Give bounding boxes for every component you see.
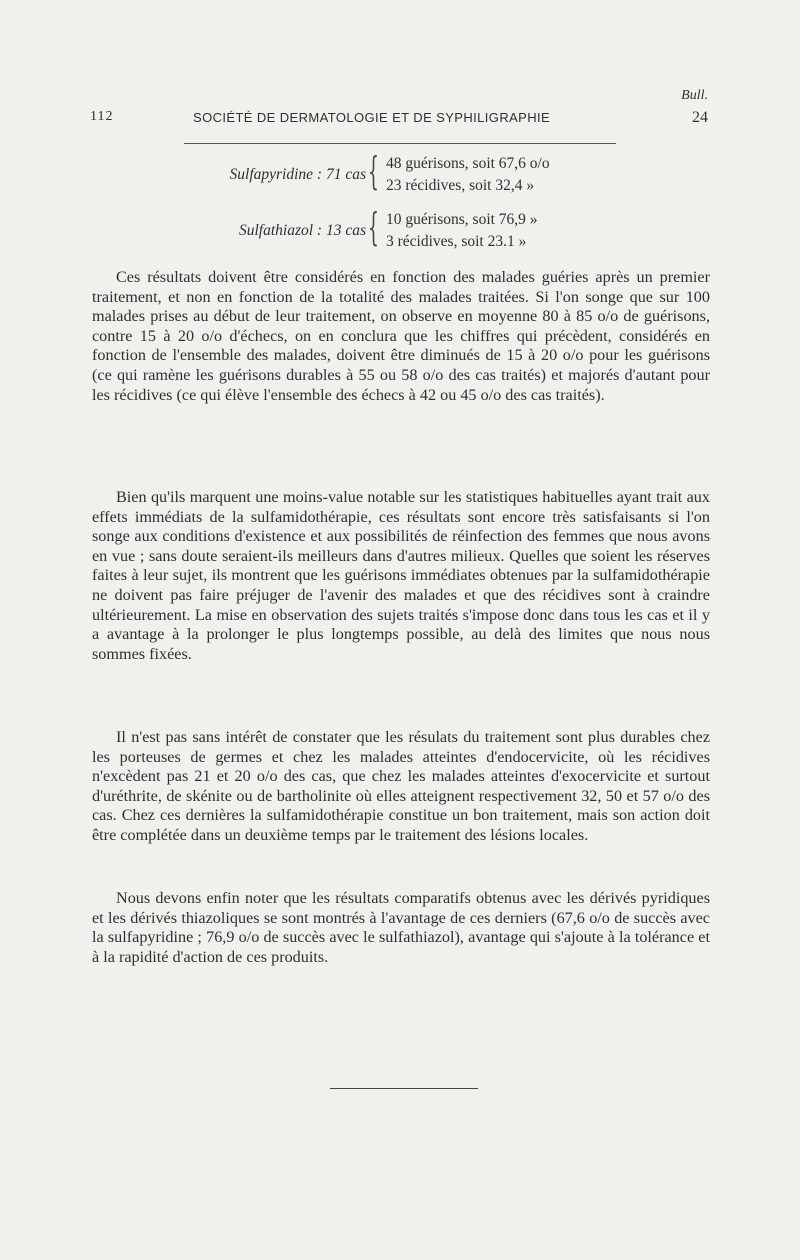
running-title: SOCIÉTÉ DE DERMATOLOGIE ET DE SYPHILIGRAPHIE [193,110,551,125]
brace-icon: { [368,149,379,193]
stat-line: 3 récidives, soit 23.1 » [386,233,527,250]
bull-marginal-note: Bull. [681,88,708,103]
drug-label: Sulfapyridine : 71 cas [229,166,366,183]
paragraph: Bien qu'ils marquent une moins-value notable sur les statistiques habituelles ayant trait aux effets immédiats de la sulfamidothérapie, ces résultats sont encore très satisfaisants si l'on songe aux conditions d'existence et aux possibilités de réinfection des femmes que nous avons en vue ; sans doute seraient-ils meilleurs dans d'autres milieux. Quelles que soient les réserves faites à leur sujet, ils montrent que les guérisons immédiates obtenues par la sulfamidothérapie ne doivent pas faire préjuger de l'avenir des malades et que des récidives sont à craindre ultérieurement. La mise en observation des sujets traités s'impose donc dans tous les cas et il y a avantage à la prolonger le plus longtemps possible, au delà des limites que nous nous sommes fixées. [92,488,710,663]
brace-icon: { [368,205,379,249]
page-number: 112 [90,109,114,124]
page-header [90,109,708,129]
stat-line: 10 guérisons, soit 76,9 » [386,211,538,228]
header-rule [184,143,616,144]
end-rule [330,1088,478,1089]
paragraph: Nous devons enfin noter que les résultats comparatifs obtenus avec les dérivés pyridiques et les dérivés thiazoliques se sont montrés à l'avantage de ces derniers (67,6 o/o de succès avec la sulfapyridine ; 76,9 o/o de succès avec le sulfathiazol), avantage qui s'ajoute à la tolérance et à la rapidité d'action de ces produits. [92,889,710,966]
paragraph: Il n'est pas sans intérêt de constater que les résulats du traitement sont plus durables chez les porteuses de germes et chez les malades atteintes d'endocervicite, où les récidives n'excèdent pas 21 et 20 o/o des cas, que chez les malades atteintes d'exocervicite et surtout d'uréthrite, de skénite ou de bartholinite où elles atteignent respectivement 32, 50 et 57 o/o des cas. Chez ces dernières la sulfamidothérapie constitue un bon traitement, mais son action doit être complétée dans un deuxième temps par le traitement des lésions locales. [92,728,710,844]
stat-line: 48 guérisons, soit 67,6 o/o [386,155,550,172]
drug-label: Sulfathiazol : 13 cas [238,222,366,239]
paragraph: Ces résultats doivent être considérés en fonction des malades guéries après un premier traitement, et non en fonction de la totalité des malades traitées. Si l'on songe que sur 100 malades prises au début de leur traitement, on observe en moyenne 80 à 85 o/o de guérisons, contre 15 à 20 o/o d'échecs, on en conclura que les chiffres qui précèdent, considérés en fonction de l'ensemble des malades, doivent être diminués de 15 à 20 o/o pour les guérisons (ce qui ramène les guérisons durables à 55 ou 58 o/o des cas traités) et majorés d'autant pour les récidives (ce qui élève l'ensemble des échecs à 42 ou 45 o/o des cas traités). [92,268,710,404]
stat-line: 23 récidives, soit 32,4 » [386,177,535,194]
volume-number: 24 [692,109,708,126]
